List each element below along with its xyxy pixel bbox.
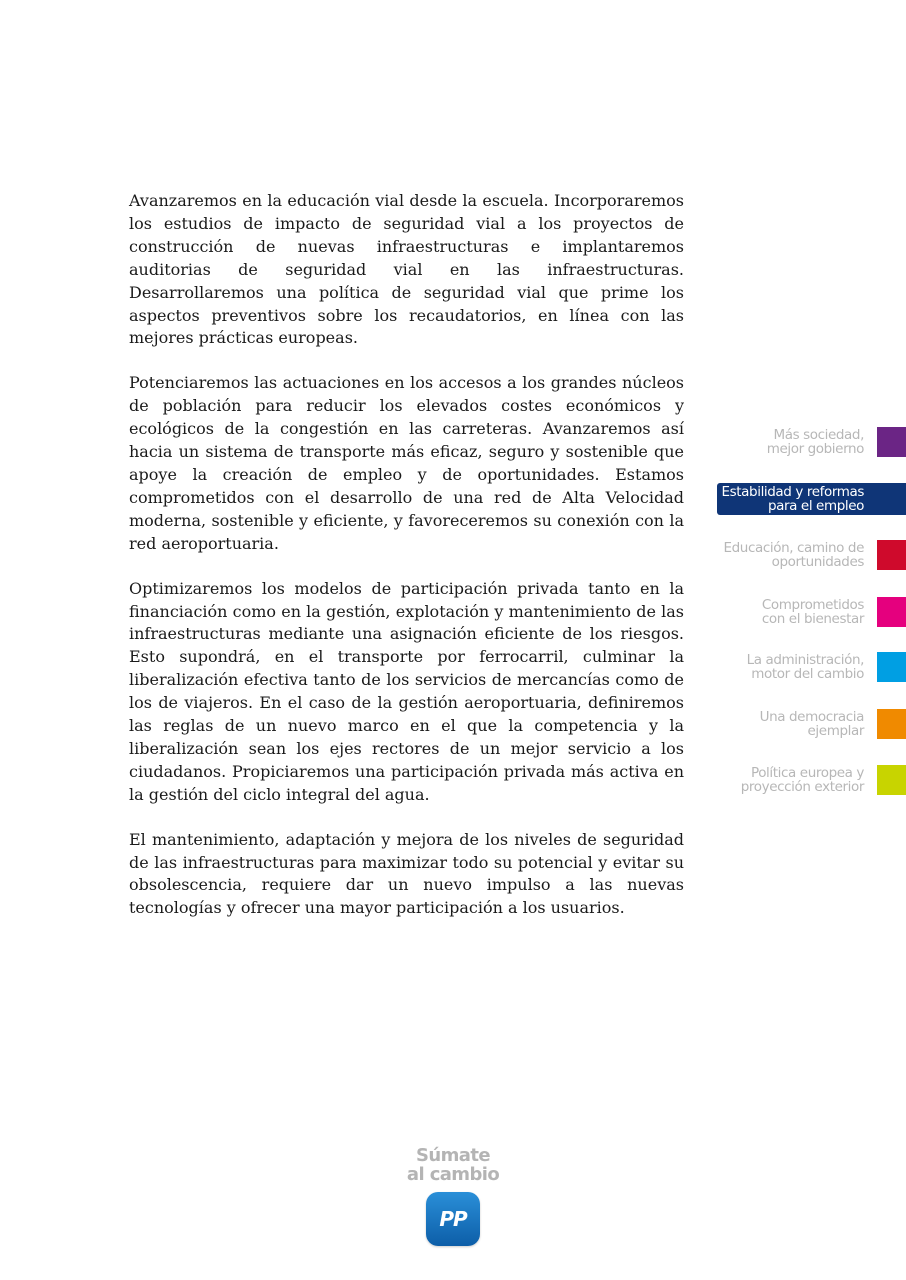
slogan-line: Súmate — [416, 1145, 490, 1166]
logo-text: PP — [439, 1207, 467, 1231]
nav-item-comprometidos[interactable] — [700, 596, 906, 628]
nav-item-label: Más sociedad, mejor gobierno — [766, 427, 864, 457]
nav-color-tab — [877, 765, 906, 795]
nav-item-label: Política europea y proyección exterior — [740, 765, 864, 795]
nav-color-tab — [877, 427, 906, 457]
paragraph: Potenciaremos las actuaciones en los accesos a los grandes núcleos de población para reducir los elevados costes económicos y ecológicos de la congestión en las carreteras. Avanzaremos así hacia un sistema de transporte más eficaz, seguro y sostenible que apoye la creación de empleo y de oportunidades. Estamos comprometidos con el desarrollo de una red de Alta Velocidad moderna, sostenible y eficiente, y favoreceremos su conexión con la red aeroportuaria. — [129, 373, 684, 553]
nav-item-label: Comprometidos con el bienestar — [761, 597, 864, 627]
nav-item-estabilidad[interactable] — [717, 483, 906, 515]
section-nav — [700, 0, 906, 1280]
slogan — [380, 1146, 526, 1184]
pp-logo-icon — [426, 1192, 480, 1246]
nav-color-tab — [877, 597, 906, 627]
nav-color-tab — [877, 540, 906, 570]
nav-item-label: Educación, camino de oportunidades — [723, 540, 864, 570]
nav-item-label: Estabilidad y reformas para el empleo — [721, 484, 864, 514]
nav-color-tab — [877, 652, 906, 682]
body-text — [129, 190, 684, 942]
nav-item-democracia[interactable] — [700, 708, 906, 740]
nav-color-tab — [877, 709, 906, 739]
nav-item-educacion[interactable] — [700, 539, 906, 571]
nav-item-label: La administración, motor del cambio — [746, 652, 864, 682]
paragraph: El mantenimiento, adaptación y mejora de los niveles de seguridad de las infraestructuras para maximizar todo su potencial y evitar su obsolescencia, requiere dar un nuevo impulso a las nuevas tecnologías y ofrecer una mayor participación a los usuarios. — [129, 829, 684, 918]
nav-item-politica-europea[interactable] — [700, 764, 906, 796]
nav-item-label: Una democracia ejemplar — [759, 709, 864, 739]
paragraph: Avanzaremos en la educación vial desde la escuela. Incorporaremos los estudios de impacto de seguridad vial a los proyectos de construcción de nuevas infraestructuras e implantaremos auditorias de seguridad vial en las infraestructuras. Desarrollaremos una política de seguridad vial que prime los aspectos preventivos sobre los recaudatorios, en línea con las mejores prácticas europeas. — [129, 191, 684, 348]
paragraph: Optimizaremos los modelos de participación privada tanto en la financiación como en la gestión, explotación y mantenimiento de las infraestructuras mediante una asignación eficiente de los riesgos. Esto supondrá, en el transporte por ferrocarril, culminar la liberalización efectiva tanto de los servicios de mercancías como de los de viajeros. En el caso de la gestión aeroportuaria, definiremos las reglas de un nuevo marco en el que la competencia y la liberalización sean los ejes rectores de un mejor servicio a los ciudadanos. Propiciaremos una participación privada más activa en la gestión del ciclo integral del agua. — [129, 578, 684, 804]
footer — [380, 1146, 526, 1246]
slogan-line: al cambio — [406, 1164, 500, 1185]
nav-item-administracion[interactable] — [700, 651, 906, 683]
nav-item-mas-sociedad[interactable] — [700, 426, 906, 458]
